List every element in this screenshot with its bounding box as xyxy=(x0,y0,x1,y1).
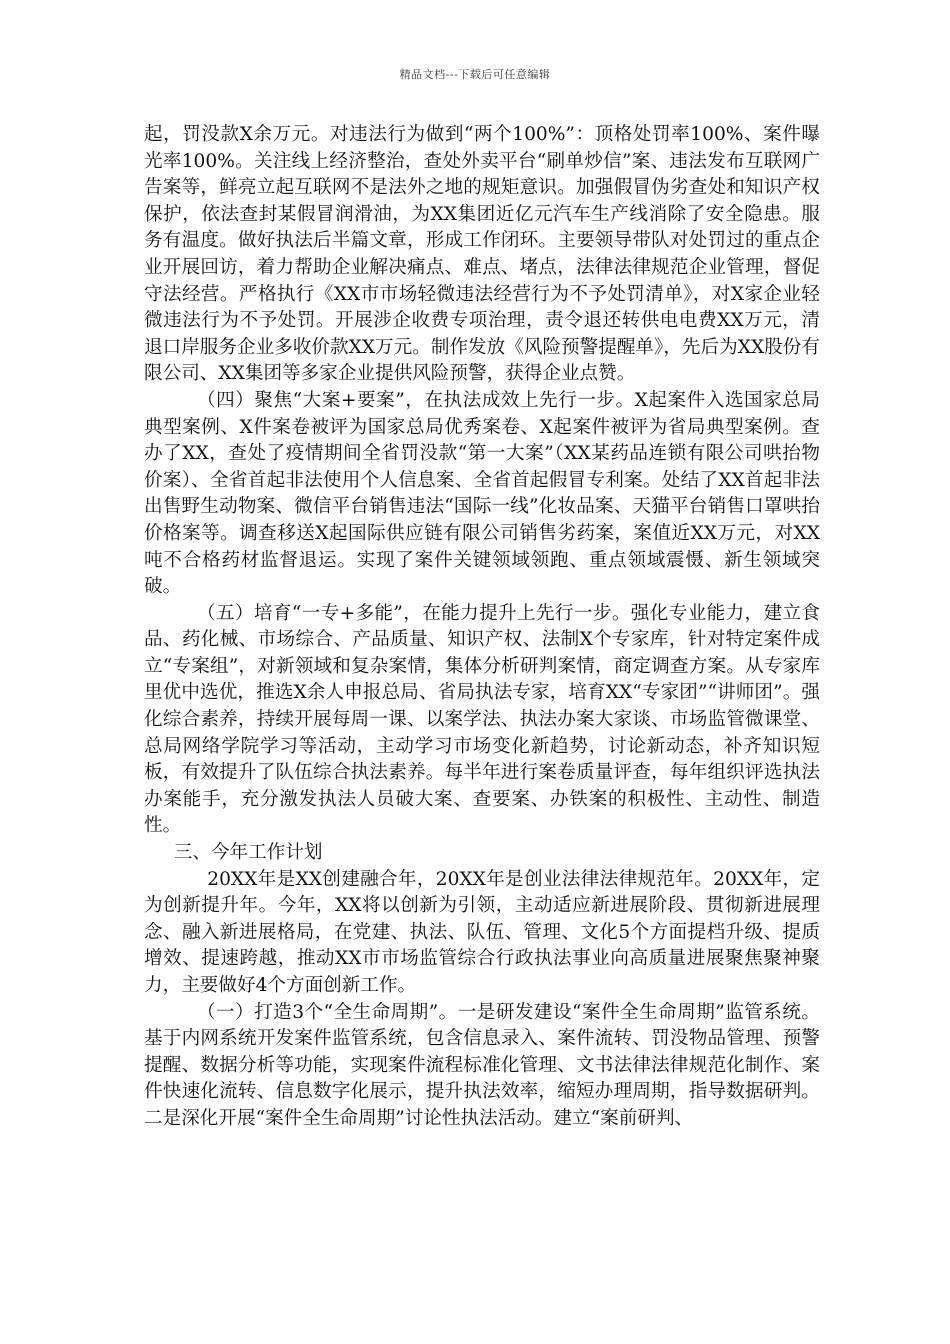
paragraph-plan-item-1: （一）打造3个“全生命周期”。一是研发建设“案件全生命周期”监管系统。基于内网系统开发案件监管系统，包含信息录入、案件流转、罚没物品管理、预警提醒、数据分析等功能，实现案件流程标准化管理、文书法律法律规范化制作、案件快速化流转、信息数字化展示，提升执法效率，缩短办理周期，指导数据研判。二是深化开展“案件全生命周期”讨论性执法活动。建立“案前研判、 xyxy=(144,1001,820,1129)
paragraph-plan-intro: 20XX年是XX创建融合年，20XX年是创业法律法律规范年。20XX年，定为创新提升年。今年，XX将以创新为引领，主动适应新进展阶段、贯彻新进展理念、融入新进展格局，在党建、执法、队伍、管理、文化5个方面提档升级、提质增效、提速跨越，推动XX市市场监管综合行政执法事业向高质量进展聚焦聚神聚力，主要做好4个方面创新工作。 xyxy=(144,868,820,996)
page-header: 精品文档---下载后可任意编辑 xyxy=(399,68,551,81)
section-heading-plan: 三、今年工作计划 xyxy=(173,842,323,864)
paragraph-section-5: （五）培育“一专+多能”，在能力提升上先行一步。强化专业能力，建立食品、药化械、市场综合、产品质量、知识产权、法制X个专家库，针对特定案件成立“专案组”，对新领域和复杂案情，集体分析研判案情，商定调查方案。从专家库里优中选优，推选X余人申报总局、省局执法专家，培育XX“专家团”“讲师团”。强化综合素养，持续开展每周一课、以案学法、执法办案大家谈、市场监管微课堂、总局网络学院学习等活动，主动学习市场变化新趋势，讨论新动态，补齐知识短板，有效提升了队伍综合执法素养。每半年进行案卷质量评查，每年组织评选执法办案能手，充分激发执法人员破大案、查要案、办铁案的积极性、主动性、制造性。 xyxy=(144,602,820,837)
paragraph-continued: 起，罚没款X余万元。对违法行为做到“两个100%”：顶格处罚率100%、案件曝光率100%。关注线上经济整治，查处外卖平台“刷单炒信”案、违法发布互联网广告案等，鲜亮立起互联网不是法外之地的规矩意识。加强假冒伪劣查处和知识产权保护，依法查封某假冒润滑油，为XX集团近亿元汽车生产线消除了安全隐患。服务有温度。做好执法后半篇文章，形成工作闭环。主要领导带队对处罚过的重点企业开展回访，着力帮助企业解决痛点、难点、堵点，法律法律规范企业管理，督促守法经营。严格执行《XX市市场轻微违法经营行为不予处罚清单》，对X家企业轻微违法行为不予处罚。开展涉企收费专项治理，责令退还转供电电费XX万元，清退口岸服务企业多收价款XX万元。制作发放《风险预警提醒单》，先后为XX股份有限公司、XX集团等多家企业提供风险预警，获得企业点赞。 xyxy=(144,124,820,385)
document-body xyxy=(144,122,820,1133)
paragraph-section-4: （四）聚焦“大案+要案”，在执法成效上先行一步。X起案件入选国家总局典型案例、X件案卷被评为国家总局优秀案卷、X起案件被评为省局典型案例。查办了XX，查处了疫情期间全省罚没款“第一大案”（XX某药品连锁有限公司哄抬物价案）、全省首起非法使用个人信息案、全省首起假冒专利案。处结了XX首起非法出售野生动物案、微信平台销售违法“国际一线”化妆品案、天猫平台销售口罩哄抬价格案等。调查移送X起国际供应链有限公司销售劣药案，案值近XX万元，对XX吨不合格药材监督退运。实现了案件关键领域领跑、重点领域震慑、新生领域突破。 xyxy=(144,389,820,598)
